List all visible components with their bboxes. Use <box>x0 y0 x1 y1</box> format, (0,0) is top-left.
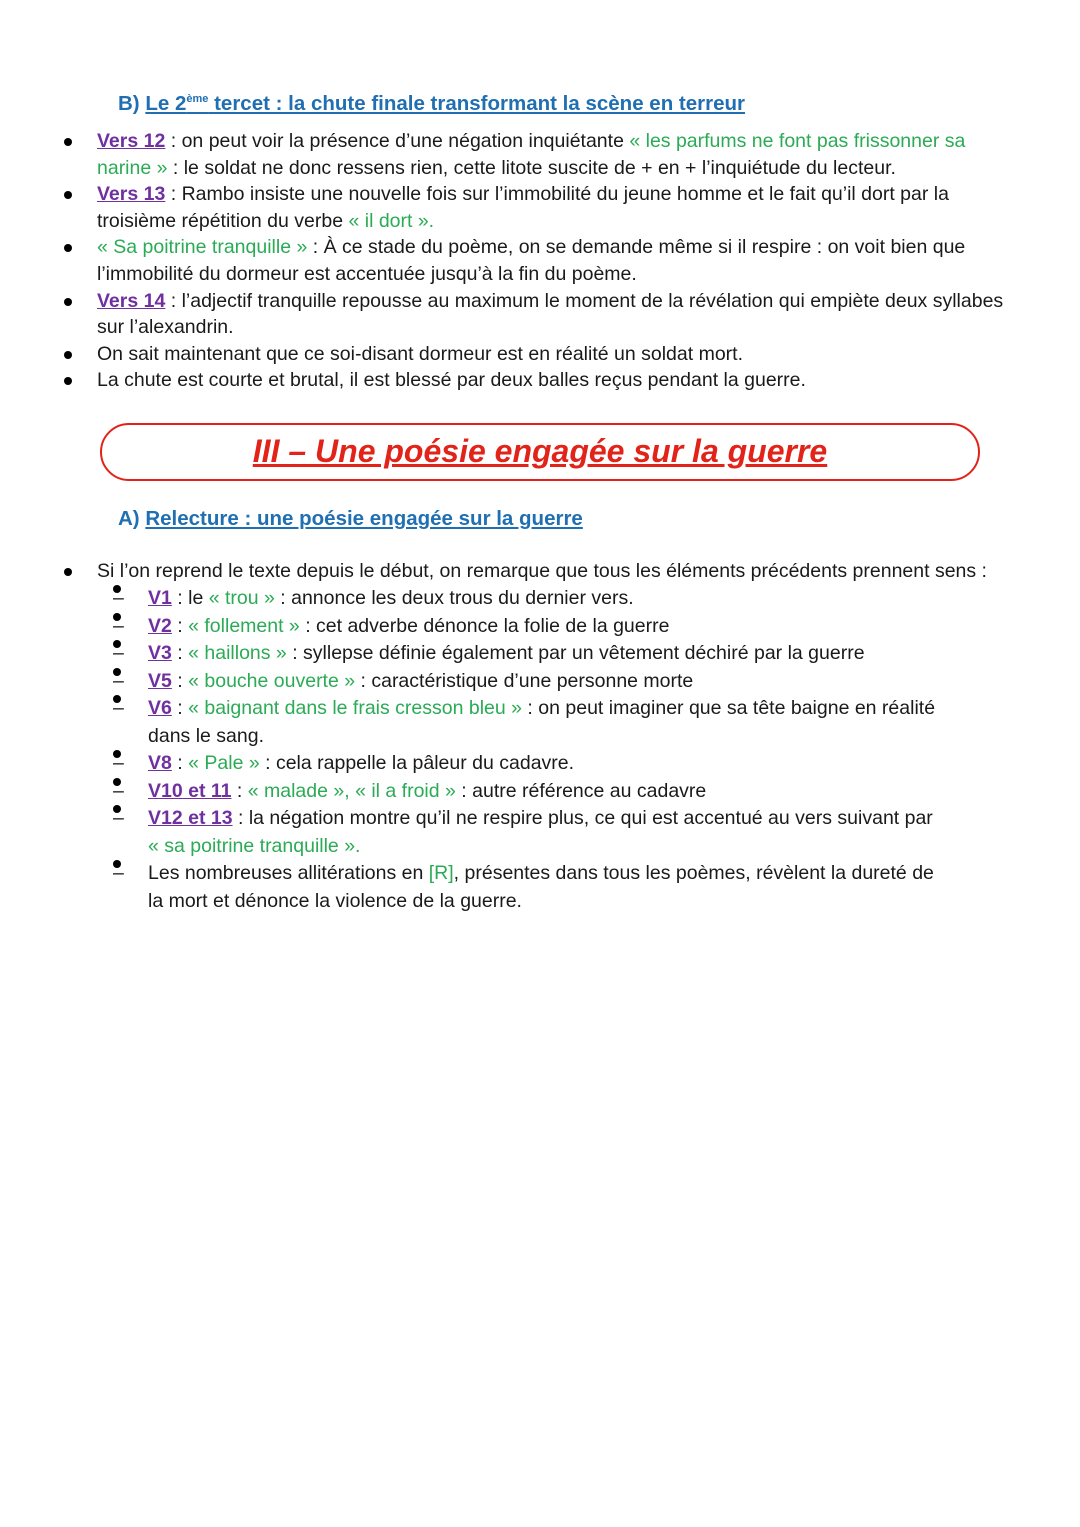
bullet-item: Vers 13 : Rambo insiste une nouvelle fois sur l’immobilité du jeune homme et le fait qu’il dort par la troisième répétition du verbe « il dort ». <box>0 181 1080 234</box>
section-title: Relecture : une poésie engagée sur la guerre <box>145 507 583 530</box>
dash-list <box>97 585 1014 915</box>
bullet-item <box>0 558 1080 915</box>
dash-item: – V2 : « follement » : cet adverbe dénonce la folie de la guerre <box>97 613 1014 641</box>
bullet-list-a <box>0 558 1080 915</box>
section-a-heading <box>118 507 583 531</box>
bullet-item: Vers 12 : on peut voir la présence d’une négation inquiétante « les parfums ne font pas frissonner sa narine » : le soldat ne donc ressens rien, cette litote suscite de + en + l’inquiétude du lecteur. <box>0 128 1080 181</box>
bullet-list-b <box>0 128 1080 394</box>
dash-item: – V6 : « baignant dans le frais cresson bleu » : on peut imaginer que sa tête baigne en réalité dans le sang. <box>97 695 1014 750</box>
section-letter: A) <box>118 507 140 530</box>
bullet-item: Vers 14 : l’adjectif tranquille repousse au maximum le moment de la révélation qui empiète deux syllabes sur l’alexandrin. <box>0 288 1080 341</box>
dash-item: – V5 : « bouche ouverte » : caractéristique d’une personne morte <box>97 668 1014 696</box>
dash-item: – V1 : le « trou » : annonce les deux trous du dernier vers. <box>97 585 1014 613</box>
bullet-item: « Sa poitrine tranquille » : À ce stade du poème, on se demande même si il respire : on voit bien que l’immobilité du dormeur est accentuée jusqu’à la fin du poème. <box>0 234 1080 287</box>
section-b-heading <box>118 92 745 116</box>
dash-item: – V3 : « haillons » : syllepse définie également par un vêtement déchiré par la guerre <box>97 640 1014 668</box>
dash-item: – V12 et 13 : la négation montre qu’il ne respire plus, ce qui est accentué au vers suivant par « sa poitrine tranquille ». <box>97 805 1014 860</box>
section-title: Le 2ème tercet : la chute finale transformant la scène en terreur <box>145 92 745 115</box>
dash-item: – V8 : « Pale » : cela rappelle la pâleur du cadavre. <box>97 750 1014 778</box>
section-letter: B) <box>118 92 140 115</box>
bullet-item: On sait maintenant que ce soi-disant dormeur est en réalité un soldat mort. <box>0 341 1080 368</box>
intro-text: Si l’on reprend le texte depuis le début, on remarque que tous les éléments précédents prennent sens : <box>97 560 987 582</box>
part-three-banner <box>100 423 980 481</box>
banner-title: III – Une poésie engagée sur la guerre <box>252 433 828 469</box>
bullet-item: La chute est courte et brutal, il est blessé par deux balles reçus pendant la guerre. <box>0 367 1080 394</box>
dash-item: – Les nombreuses allitérations en [R], présentes dans tous les poèmes, révèlent la dureté de la mort et dénonce la violence de la guerre. <box>97 860 1014 915</box>
dash-item: – V10 et 11 : « malade », « il a froid » : autre référence au cadavre <box>97 778 1014 806</box>
